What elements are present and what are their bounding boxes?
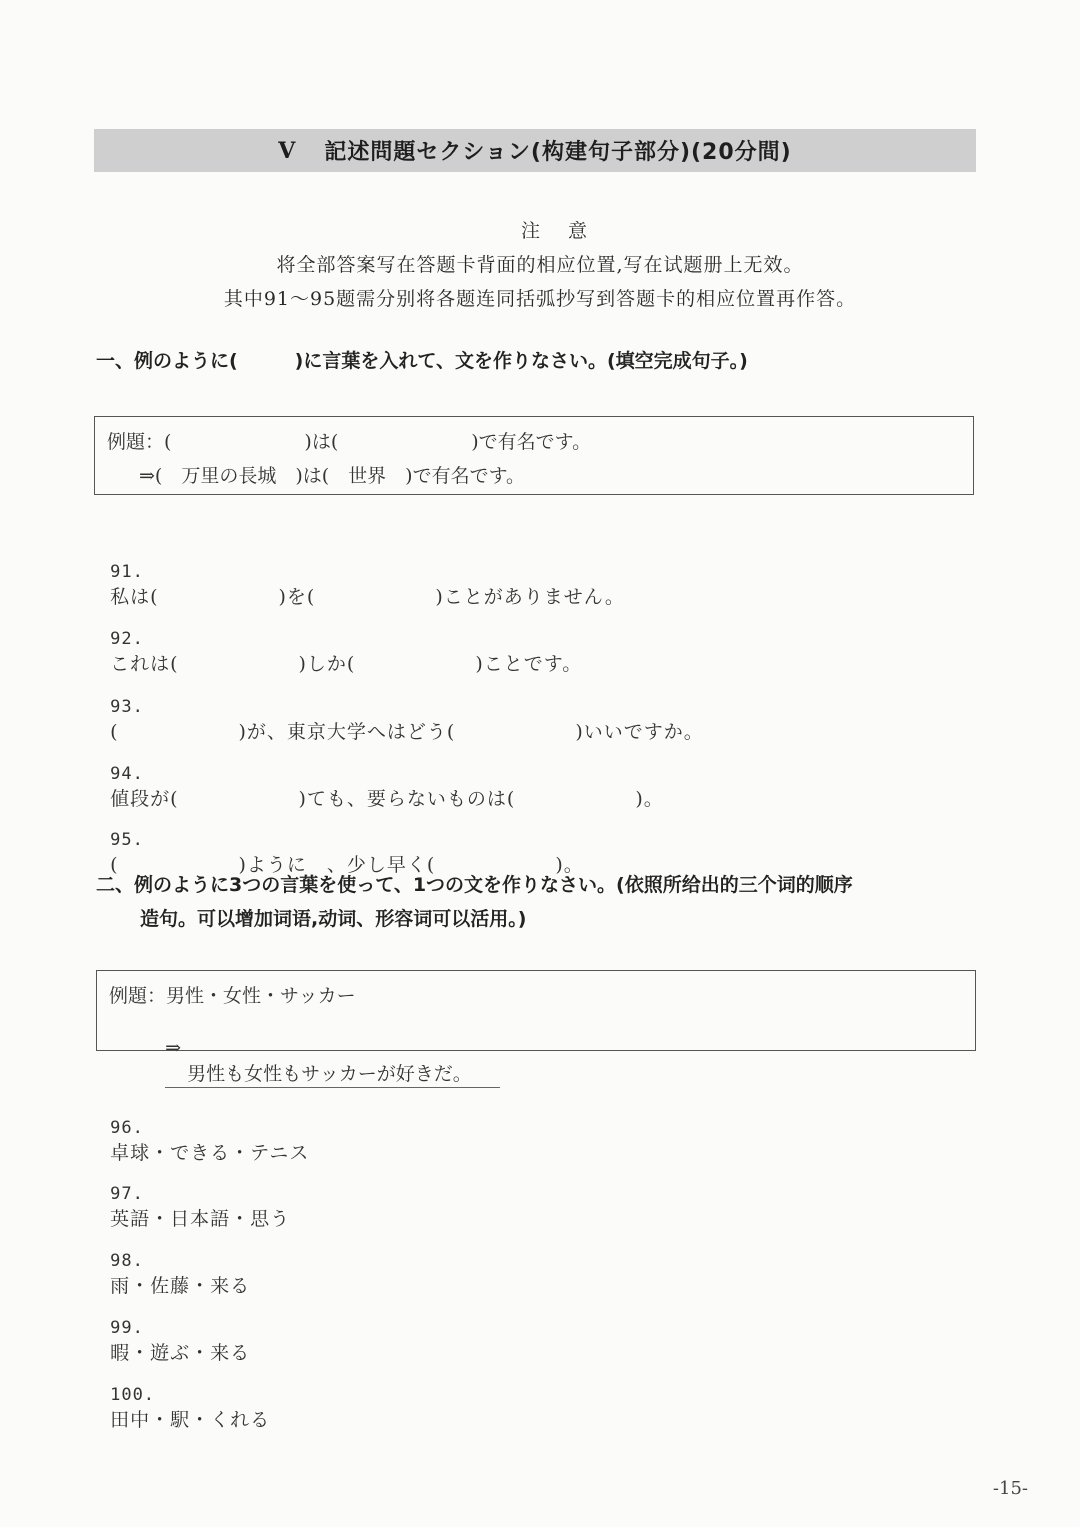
question-97 <box>96 1160 290 1231</box>
question-100 <box>96 1361 270 1432</box>
question-96 <box>96 1094 309 1165</box>
question-93 <box>96 673 704 744</box>
question-98 <box>96 1227 250 1298</box>
part2-heading-line-2: 造句。可以增加词语,动词、形容词可以活用。) <box>140 908 527 930</box>
question-number: 92. <box>110 629 144 649</box>
part2-heading-line-1: 二、例のように3つの言葉を使って、1つの文を作りなさい。(依照所给出的三个词的顺序 <box>96 874 853 896</box>
question-text: 暇・遊ぶ・来る <box>110 1342 251 1364</box>
question-text: 雨・佐藤・来る <box>110 1275 251 1297</box>
question-number: 94. <box>110 764 144 784</box>
question-text: これは( )しか( )ことです。 <box>110 653 583 675</box>
notice-line-2: 其中91～95题需分别将各题连同括弧抄写到答题卡的相应位置再作答。 <box>223 288 857 310</box>
question-number: 98. <box>110 1251 144 1271</box>
question-95 <box>96 806 584 877</box>
question-number: 100. <box>110 1385 156 1405</box>
section-title: 記述問題セクション(构建句子部分)(20分間) <box>324 140 792 165</box>
arrow-icon: ⇒ <box>165 1037 182 1059</box>
question-94 <box>96 740 664 811</box>
part1-example-box <box>94 416 974 495</box>
question-91 <box>96 538 625 609</box>
part2-example-line-1: 例題：男性・女性・サッカー <box>109 985 356 1007</box>
question-text: 卓球・できる・テニス <box>110 1142 310 1164</box>
section-number: V <box>278 137 297 164</box>
question-text: 私は( )を( )ことがありません。 <box>110 586 625 608</box>
question-number: 96. <box>110 1118 144 1138</box>
notice-title: 注意 <box>520 220 615 242</box>
question-number: 91. <box>110 562 144 582</box>
part2-heading <box>96 868 986 936</box>
part1-example-line-2: ⇒( 万里の長城 )は( 世界 )で有名です。 <box>139 465 526 487</box>
question-text: 値段が( )ても、要らないものは( )。 <box>110 788 664 810</box>
question-text: 田中・駅・くれる <box>110 1409 271 1431</box>
question-text: 英語・日本語・思う <box>110 1208 291 1230</box>
part2-example-box <box>96 970 976 1085</box>
part1-example-line-1: 例題：( )は( )で有名です。 <box>107 431 592 453</box>
page-number: -15- <box>992 1478 1028 1499</box>
question-number: 95. <box>110 830 144 850</box>
part1-heading: 一、例のように( )に言葉を入れて、文を作りなさい。(填空完成句子。) <box>96 350 748 372</box>
section-banner <box>94 129 976 172</box>
question-number: 99. <box>110 1318 144 1338</box>
question-number: 93. <box>110 697 144 717</box>
question-text: ( )が、東京大学へはどう( )いいですか。 <box>110 721 704 743</box>
question-text: ( )ように 、少し早く( )。 <box>110 854 584 876</box>
question-92 <box>96 605 582 676</box>
question-99 <box>96 1294 250 1365</box>
example-answer: 男性も女性もサッカーが好きだ。 <box>165 1059 500 1088</box>
question-number: 97. <box>110 1184 144 1204</box>
notice-line-1: 将全部答案写在答题卡背面的相应位置,写在试题册上无效。 <box>276 254 804 276</box>
